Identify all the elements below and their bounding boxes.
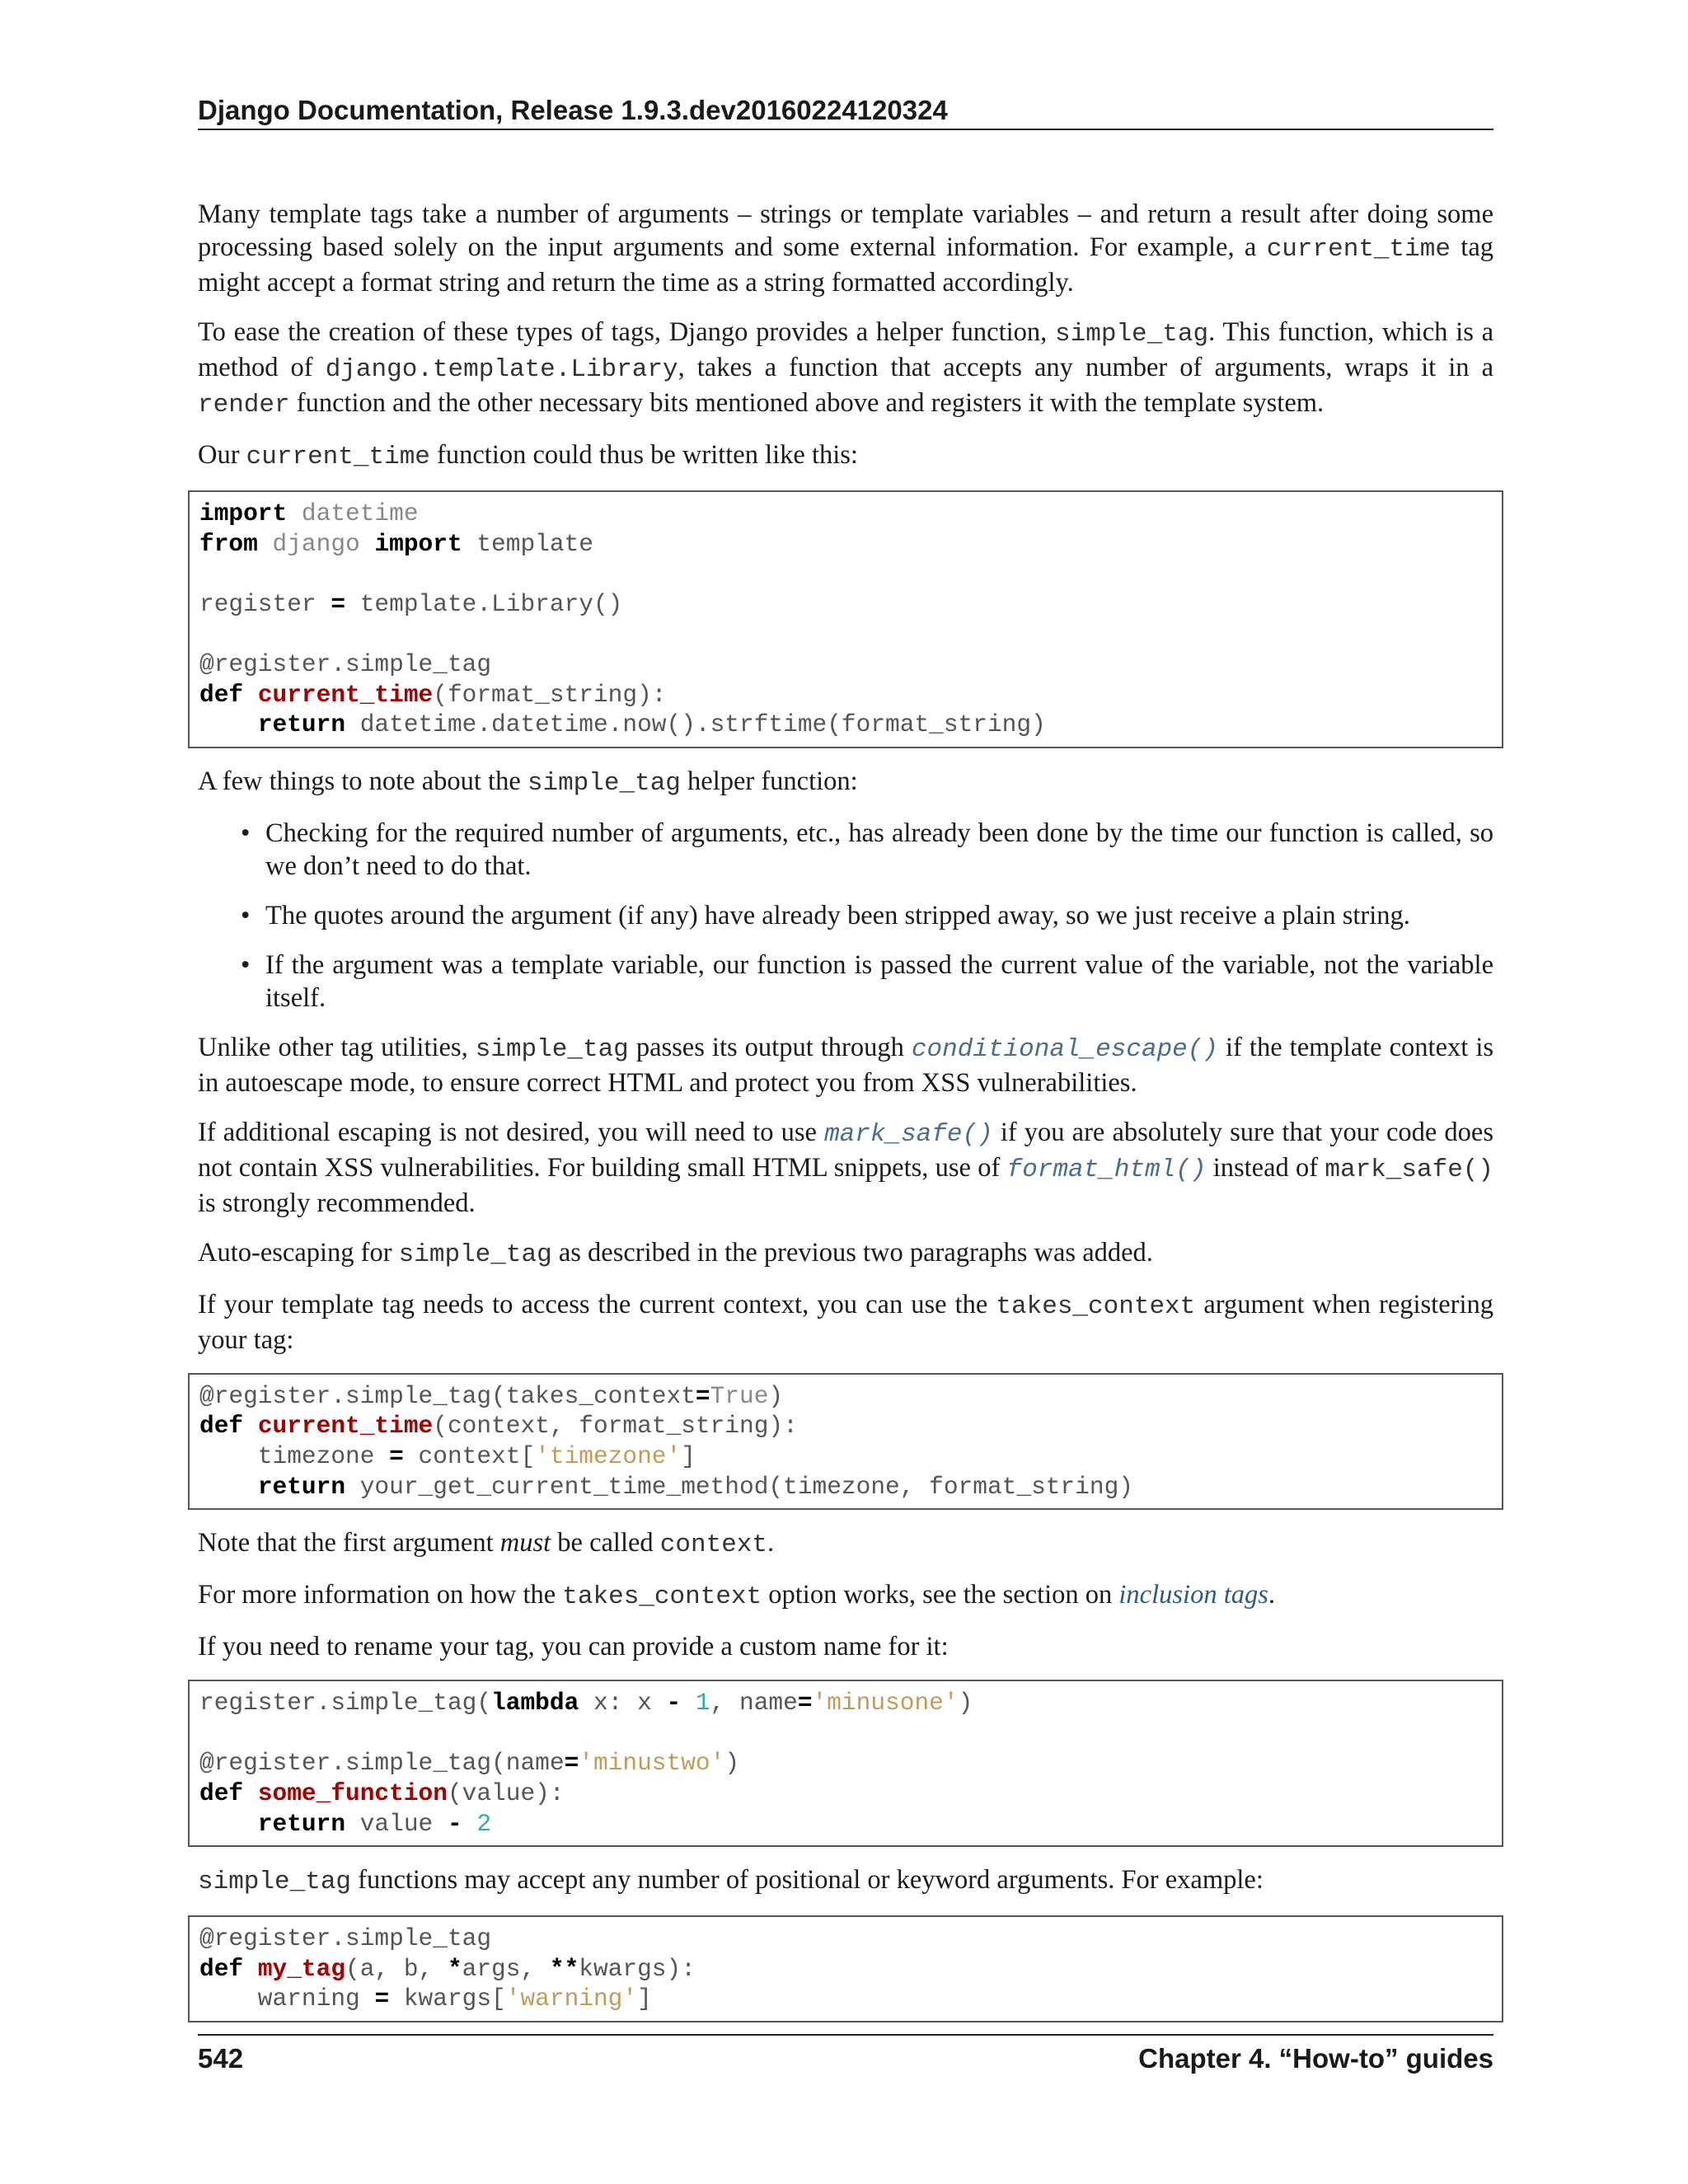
paragraph-written-like: Our current_time function could thus be written like this: [198,440,858,471]
paragraph-takes-context: If your template tag needs to access the current context, you can use the takes_context argument when registering your tag: [198,1289,1493,1355]
code-block-my-tag: @register.simple_tag def my_tag(a, b, *args, **kwargs): warning = kwargs['warning'] [188,1915,1503,2022]
paragraph-simple-tag-helper: To ease the creation of these types of tags, Django provides a helper function, simple_tag. This function, which is a method of django.template.Library, takes a function that accepts any number of arguments, wraps it in a render function and the other necessary bits mentioned above and registers it with the template system. [198,317,1493,419]
paragraph-more-info: For more information on how the takes_context option works, see the section on inclusion tags. [198,1580,1275,1612]
body-content [198,198,1493,2039]
chapter-title: Chapter 4. “How-to” guides [1138,2043,1493,2074]
page-number: 542 [198,2043,244,2074]
paragraph-rename-tag: If you need to rename your tag, you can provide a custom name for it: [198,1632,949,1662]
code-block-current-time: import datetime from django import template register = template.Library() @register.simple_tag def current_time(format_string): return datetime.datetime.now().strftime(format_string) [188,490,1503,748]
paragraph-notes-intro: A few things to note about the simple_tag helper function: [198,766,858,798]
mark-safe-link[interactable]: mark_safe() [824,1119,993,1149]
paragraph-first-argument: Note that the first argument must be called context. [198,1528,775,1560]
paragraph-conditional-escape: Unlike other tag utilities, simple_tag passes its output through conditional_escape() if the template context is in autoescape mode, to ensure correct HTML and protect you from XSS vulnerabilities. [198,1032,1493,1098]
bullet-glyph: • [241,900,251,930]
inline-code: takes_context [562,1582,762,1612]
inline-code: django.template.Library [325,355,678,384]
running-header: Django Documentation, Release 1.9.3.dev20160224120324 [198,92,1493,130]
inclusion-tags-link[interactable]: inclusion tags [1118,1580,1268,1610]
list-item: • The quotes around the argument (if any) have already been stripped away, so we just receive a plain string. [241,900,1410,930]
bullet-glyph: • [241,949,251,980]
paragraph-auto-escaping: Auto-escaping for simple_tag as described in the previous two paragraphs was added. [198,1237,1153,1269]
emphasis: must [499,1528,551,1558]
inline-code: mark_safe() [1325,1155,1494,1184]
inline-code: simple_tag [527,768,681,798]
paragraph-positional-args: simple_tag functions may accept any number of positional or keyword arguments. For example: [198,1865,1264,1897]
inline-code: takes_context [996,1291,1196,1321]
format-html-link[interactable]: format_html() [1006,1155,1207,1184]
inline-code: context [659,1530,768,1560]
conditional-escape-link[interactable]: conditional_escape() [911,1034,1218,1064]
bullet-glyph: • [241,818,251,848]
inline-code: simple_tag [475,1034,629,1064]
inline-code: simple_tag [1055,320,1209,349]
inline-code: current_time [1266,235,1451,264]
inline-code: current_time [246,443,430,471]
list-item: • Checking for the required number of arguments, etc., has already been done by the time our function is called, so we don’t need to do that. [241,818,1493,881]
document-page [198,0,1493,2184]
code-block-rename: register.simple_tag(lambda x: x - 1, name='minusone') @register.simple_tag(name='minustwo') def some_function(value): return value - 2 [188,1680,1503,1847]
inline-code: render [198,391,290,419]
paragraph-mark-safe: If additional escaping is not desired, you will need to use mark_safe() if you are absolutely sure that your code does not contain XSS vulnerabilities. For building small HTML snippets, use of format_html() instead of mark_safe() is strongly recommended. [198,1117,1494,1218]
paragraph-intro: Many template tags take a number of arguments – strings or template variables – and return a result after doing some processing based solely on the input arguments and some external information. For example, a current_time tag might accept a format string and return the time as a string formatted accordingly. [198,199,1493,298]
inline-code: simple_tag [198,1868,352,1897]
notes-list [198,817,1493,1015]
inline-code: simple_tag [398,1240,552,1269]
code-block-takes-context: @register.simple_tag(takes_context=True) def current_time(context, format_string): timezone = context['timezone'] return your_get_current_time_method(timezone, format_string) [188,1373,1503,1510]
page-footer [198,2034,1493,2077]
list-item: • If the argument was a template variable, our function is passed the current value of the variable, not the variable itself. [241,949,1493,1013]
